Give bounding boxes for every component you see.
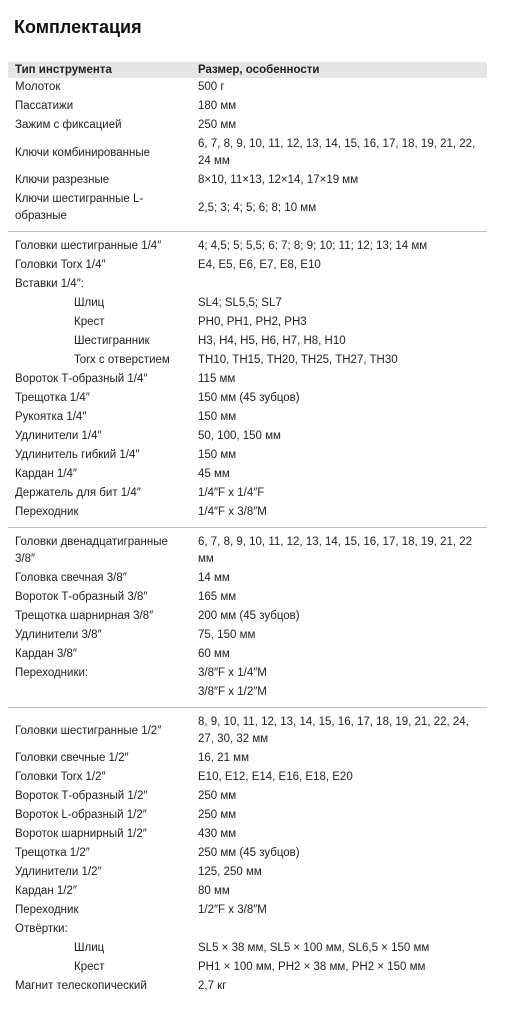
row-value: 150 мм bbox=[198, 449, 237, 461]
row-value: PH1 × 100 мм, PH2 × 38 мм, PH2 × 150 мм bbox=[198, 961, 426, 973]
table-row bbox=[8, 844, 487, 863]
row-name bbox=[8, 683, 191, 702]
row-name: Кардан 1/4″ bbox=[15, 468, 77, 480]
table-row bbox=[8, 171, 487, 190]
table-row bbox=[8, 446, 487, 465]
row-value: 200 мм (45 зубцов) bbox=[198, 610, 300, 622]
row-value: 150 мм (45 зубцов) bbox=[198, 392, 300, 404]
table-row bbox=[8, 664, 487, 683]
row-value: 8×10, 11×13, 12×14, 17×19 мм bbox=[198, 174, 359, 186]
row-value bbox=[191, 920, 487, 939]
row-value: 180 мм bbox=[198, 100, 237, 112]
row-value: 60 мм bbox=[198, 648, 230, 660]
row-value: 80 мм bbox=[198, 885, 230, 897]
row-name: Torx с отверстием bbox=[74, 354, 170, 366]
row-value: 1/4″F x 1/4″F bbox=[198, 487, 265, 499]
row-name: Вставки 1/4″: bbox=[15, 278, 84, 290]
table-row bbox=[8, 190, 487, 226]
row-name: Переходник bbox=[15, 904, 79, 916]
row-value: 115 мм bbox=[198, 373, 236, 385]
table-row bbox=[8, 256, 487, 275]
table-row bbox=[8, 351, 487, 370]
row-name: Головки Torx 1/2″ bbox=[15, 771, 106, 783]
table-row bbox=[8, 135, 487, 171]
table-row bbox=[8, 569, 487, 588]
table-row bbox=[8, 408, 487, 427]
table-row bbox=[8, 78, 487, 97]
row-value: 500 г bbox=[198, 81, 225, 93]
table-row bbox=[8, 465, 487, 484]
table-row bbox=[8, 713, 487, 749]
row-value: 75, 150 мм bbox=[198, 629, 256, 641]
row-value: 6, 7, 8, 9, 10, 11, 12, 13, 14, 15, 16, 17, 18, 19, 21, 22, 24 мм bbox=[198, 138, 476, 167]
row-value: 14 мм bbox=[198, 572, 230, 584]
row-name: Крест bbox=[74, 961, 105, 973]
header-size: Размер, особенности bbox=[191, 62, 487, 78]
table-header-row bbox=[8, 62, 487, 78]
row-name: Шлиц bbox=[74, 297, 105, 309]
row-name: Переходник bbox=[15, 506, 79, 518]
row-value: 165 мм bbox=[198, 591, 237, 603]
row-value bbox=[191, 275, 487, 294]
row-name: Крест bbox=[74, 316, 105, 328]
row-name: Ключи комбинированные bbox=[15, 146, 151, 159]
table-row bbox=[8, 901, 487, 920]
row-name: Головки шестигранные 1/4″ bbox=[15, 240, 162, 252]
table-row bbox=[8, 768, 487, 787]
table-row bbox=[8, 503, 487, 522]
equipment-table bbox=[8, 62, 487, 996]
row-name: Рукоятка 1/4″ bbox=[15, 411, 87, 423]
row-value: E10, E12, E14, E16, E18, E20 bbox=[198, 771, 353, 783]
row-value: 2,7 кг bbox=[198, 980, 227, 992]
row-name: Ключи разрезные bbox=[15, 174, 110, 186]
table-row bbox=[8, 939, 487, 958]
row-name: Пассатижи bbox=[15, 100, 74, 112]
table-row bbox=[8, 533, 487, 569]
row-value: 430 мм bbox=[198, 828, 237, 840]
row-value: 3/8″F x 1/2″M bbox=[198, 686, 267, 698]
table-row bbox=[8, 332, 487, 351]
row-name: Магнит телескопический bbox=[15, 980, 147, 992]
row-value: 150 мм bbox=[198, 411, 237, 423]
table-row bbox=[8, 645, 487, 664]
table-row bbox=[8, 920, 487, 939]
table-row bbox=[8, 626, 487, 645]
row-value: TH10, TH15, TH20, TH25, TH27, TH30 bbox=[198, 354, 398, 366]
row-value: SL4; SL5,5; SL7 bbox=[198, 297, 282, 309]
table-row bbox=[8, 863, 487, 882]
table-row bbox=[8, 977, 487, 996]
row-name: Зажим с фиксацией bbox=[15, 119, 122, 131]
table-row bbox=[8, 882, 487, 901]
row-name: Молоток bbox=[15, 81, 61, 93]
row-name: Головки двенадцатигранные 3/8″ bbox=[15, 536, 168, 565]
row-value: 250 мм bbox=[198, 119, 237, 131]
row-value: 125, 250 мм bbox=[198, 866, 262, 878]
table-row bbox=[8, 588, 487, 607]
row-value: 45 мм bbox=[198, 468, 230, 480]
row-name: Ключи шестигранные L-образные bbox=[15, 193, 144, 222]
row-value: PH0, PH1, PH2, PH3 bbox=[198, 316, 307, 328]
row-name: Головки Torx 1/4″ bbox=[15, 259, 106, 271]
row-name: Кардан 1/2″ bbox=[15, 885, 77, 897]
table-row bbox=[8, 607, 487, 626]
table-row bbox=[8, 294, 487, 313]
row-value: SL5 × 38 мм, SL5 × 100 мм, SL6,5 × 150 мм bbox=[198, 942, 430, 954]
table-row bbox=[8, 237, 487, 256]
row-value: 3/8″F x 1/4″M bbox=[198, 667, 267, 679]
row-name: Удлинитель гибкий 1/4″ bbox=[15, 449, 140, 461]
row-name: Кардан 3/8″ bbox=[15, 648, 77, 660]
table-row bbox=[8, 275, 487, 294]
row-value: 250 мм (45 зубцов) bbox=[198, 847, 300, 859]
table-row bbox=[8, 116, 487, 135]
row-name: Удлинители 1/2″ bbox=[15, 866, 102, 878]
table-row bbox=[8, 427, 487, 446]
row-name: Трещотка 1/2″ bbox=[15, 847, 90, 859]
table-row bbox=[8, 97, 487, 116]
page-title: Комплектация bbox=[14, 17, 142, 37]
row-name: Отвёртки: bbox=[15, 923, 68, 935]
row-name: Трещотка шарнирная 3/8″ bbox=[15, 610, 154, 622]
row-name: Головки шестигранные 1/2″ bbox=[15, 724, 162, 737]
row-value: 250 мм bbox=[198, 809, 237, 821]
row-value: 1/4″F x 3/8″M bbox=[198, 506, 267, 518]
row-name: Держатель для бит 1/4″ bbox=[15, 487, 141, 499]
row-name: Шлиц bbox=[74, 942, 105, 954]
row-name: Трещотка 1/4″ bbox=[15, 392, 90, 404]
row-value: 50, 100, 150 мм bbox=[198, 430, 281, 442]
table-row bbox=[8, 484, 487, 503]
row-name: Вороток шарнирный 1/2″ bbox=[15, 828, 147, 840]
row-name: Вороток Т-образный 1/2″ bbox=[15, 790, 148, 802]
row-name: Вороток Т-образный 1/4″ bbox=[15, 373, 148, 385]
row-name: Вороток Т-образный 3/8″ bbox=[15, 591, 148, 603]
row-value: 2,5; 3; 4; 5; 6; 8; 10 мм bbox=[198, 201, 317, 214]
row-value: H3, H4, H5, H6, H7, H8, H10 bbox=[198, 335, 346, 347]
table-row bbox=[8, 389, 487, 408]
row-value: 1/2″F x 3/8″M bbox=[198, 904, 267, 916]
table-row bbox=[8, 370, 487, 389]
table-row bbox=[8, 749, 487, 768]
row-name: Головки свечные 1/2″ bbox=[15, 752, 129, 764]
row-value: 8, 9, 10, 11, 12, 13, 14, 15, 16, 17, 18, 19, 21, 22, 24, 27, 30, 32 мм bbox=[198, 716, 469, 745]
row-value: E4, E5, E6, E7, E8, E10 bbox=[198, 259, 321, 271]
header-tool-type: Тип инструмента bbox=[8, 62, 191, 78]
row-name: Переходники: bbox=[15, 667, 89, 679]
table-row bbox=[8, 787, 487, 806]
table-row bbox=[8, 825, 487, 844]
table-row bbox=[8, 958, 487, 977]
row-name: Удлинители 1/4″ bbox=[15, 430, 102, 442]
row-value: 6, 7, 8, 9, 10, 11, 12, 13, 14, 15, 16, 17, 18, 19, 21, 22 мм bbox=[198, 536, 473, 565]
row-value: 4; 4,5; 5; 5,5; 6; 7; 8; 9; 10; 11; 12; 13; 14 мм bbox=[198, 240, 428, 252]
table-row bbox=[8, 806, 487, 825]
row-name: Шестигранник bbox=[74, 335, 150, 347]
table-row bbox=[8, 313, 487, 332]
row-value: 250 мм bbox=[198, 790, 237, 802]
row-value: 16, 21 мм bbox=[198, 752, 249, 764]
row-name: Удлинители 3/8″ bbox=[15, 629, 102, 641]
table-row bbox=[8, 683, 487, 702]
row-name: Головка свечная 3/8″ bbox=[15, 572, 127, 584]
row-name: Вороток L-образный 1/2″ bbox=[15, 809, 147, 821]
